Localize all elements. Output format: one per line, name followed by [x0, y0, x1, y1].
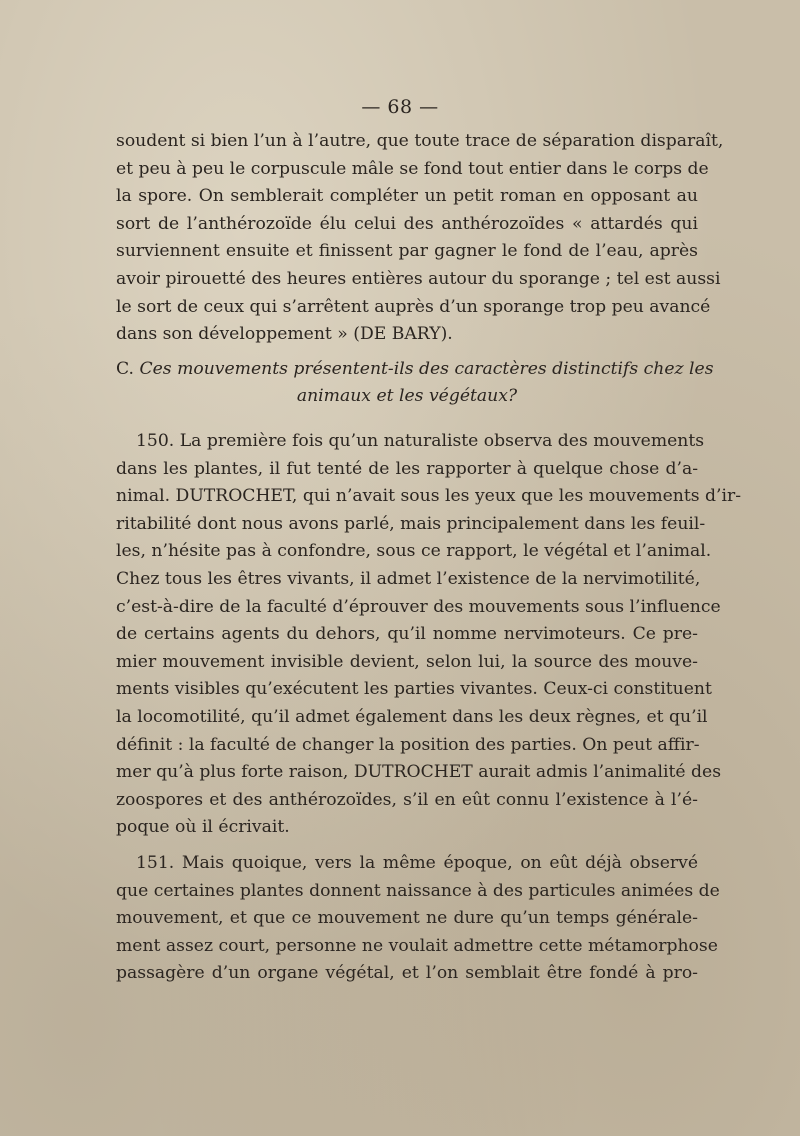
text-line: ments visibles qu’exécutent les parties vivantes. Ceux-ci constituent	[116, 679, 712, 700]
text-line: avoir pirouetté des heures entières autour du sporange ; tel est aussi	[116, 268, 721, 289]
text-line: dans les plantes, il fut tenté de les rapporter à quelque chose d’a-	[116, 458, 698, 479]
section-heading-line-1	[116, 356, 714, 383]
text-line: zoospores et des anthérozoïdes, s’il en eût connu l’existence à l’é-	[116, 789, 698, 810]
text-line: surviennent ensuite et finissent par gagner le fond de l’eau, après	[116, 241, 698, 262]
text-line: définit : la faculté de changer la position des parties. On peut affir-	[116, 734, 700, 755]
page-number: — 68 —	[361, 96, 439, 118]
text-line: le sort de ceux qui s’arrêtent auprès d’un sporange trop peu avancé	[116, 296, 711, 317]
text-line: les, n’hésite pas à confondre, sous ce rapport, le végétal et l’animal.	[116, 541, 712, 562]
text-line: sort de l’anthérozoïde élu celui des anthérozoïdes « attardés qui	[116, 213, 698, 234]
text-line: dans son développement » (DE BARY).	[116, 324, 453, 345]
paragraph-150	[116, 428, 742, 842]
section-heading	[116, 356, 714, 410]
text-line: c’est-à-dire de la faculté d’éprouver des mouvements sous l’influence	[116, 596, 721, 617]
section-letter: C.	[116, 359, 135, 379]
text-line: 151. Mais quoique, vers la même époque, on eût déjà observé	[136, 853, 698, 873]
text-line: 150. La première fois qu’un naturaliste observa des mouvements	[136, 431, 705, 451]
paragraph-continuation	[116, 128, 724, 349]
section-title-part-2: animaux et les végétaux?	[296, 386, 518, 406]
text-line: ment assez court, personne ne voulait admettre cette métamorphose	[116, 935, 718, 956]
text-line: Chez tous les êtres vivants, il admet l’existence de la nervimotilité,	[116, 568, 701, 589]
text-line: passagère d’un organe végétal, et l’on semblait être fondé à pro-	[116, 963, 698, 984]
text-line: mouvement, et que ce mouvement ne dure qu’un temps générale-	[116, 908, 698, 929]
text-line: mer qu’à plus forte raison, DUTROCHET aurait admis l’animalité des	[116, 762, 722, 783]
text-line: la locomotilité, qu’il admet également dans les deux règnes, et qu’il	[116, 706, 708, 727]
section-title-part-1: Ces mouvements présentent-ils des caractères distinctifs chez les	[139, 359, 714, 379]
text-line: de certains agents du dehors, qu’il nomme nervimoteurs. Ce pre-	[116, 624, 698, 645]
text-line: la spore. On semblerait compléter un petit roman en opposant au	[116, 186, 698, 207]
text-line: ritabilité dont nous avons parlé, mais principalement dans les feuil-	[116, 513, 706, 534]
text-line: soudent si bien l’un à l’autre, que toute trace de séparation disparaît,	[116, 131, 724, 151]
paragraph-151	[116, 850, 720, 988]
text-line: nimal. DUTROCHET, qui n’avait sous les yeux que les mouvements d’ir-	[116, 486, 742, 507]
text-line: que certaines plantes donnent naissance à des particules animées de	[116, 880, 720, 901]
text-line: et peu à peu le corpuscule mâle se fond tout entier dans le corps de	[116, 158, 709, 179]
text-line: poque où il écrivait.	[116, 817, 290, 838]
text-line: mier mouvement invisible devient, selon lui, la source des mouve-	[116, 651, 698, 672]
